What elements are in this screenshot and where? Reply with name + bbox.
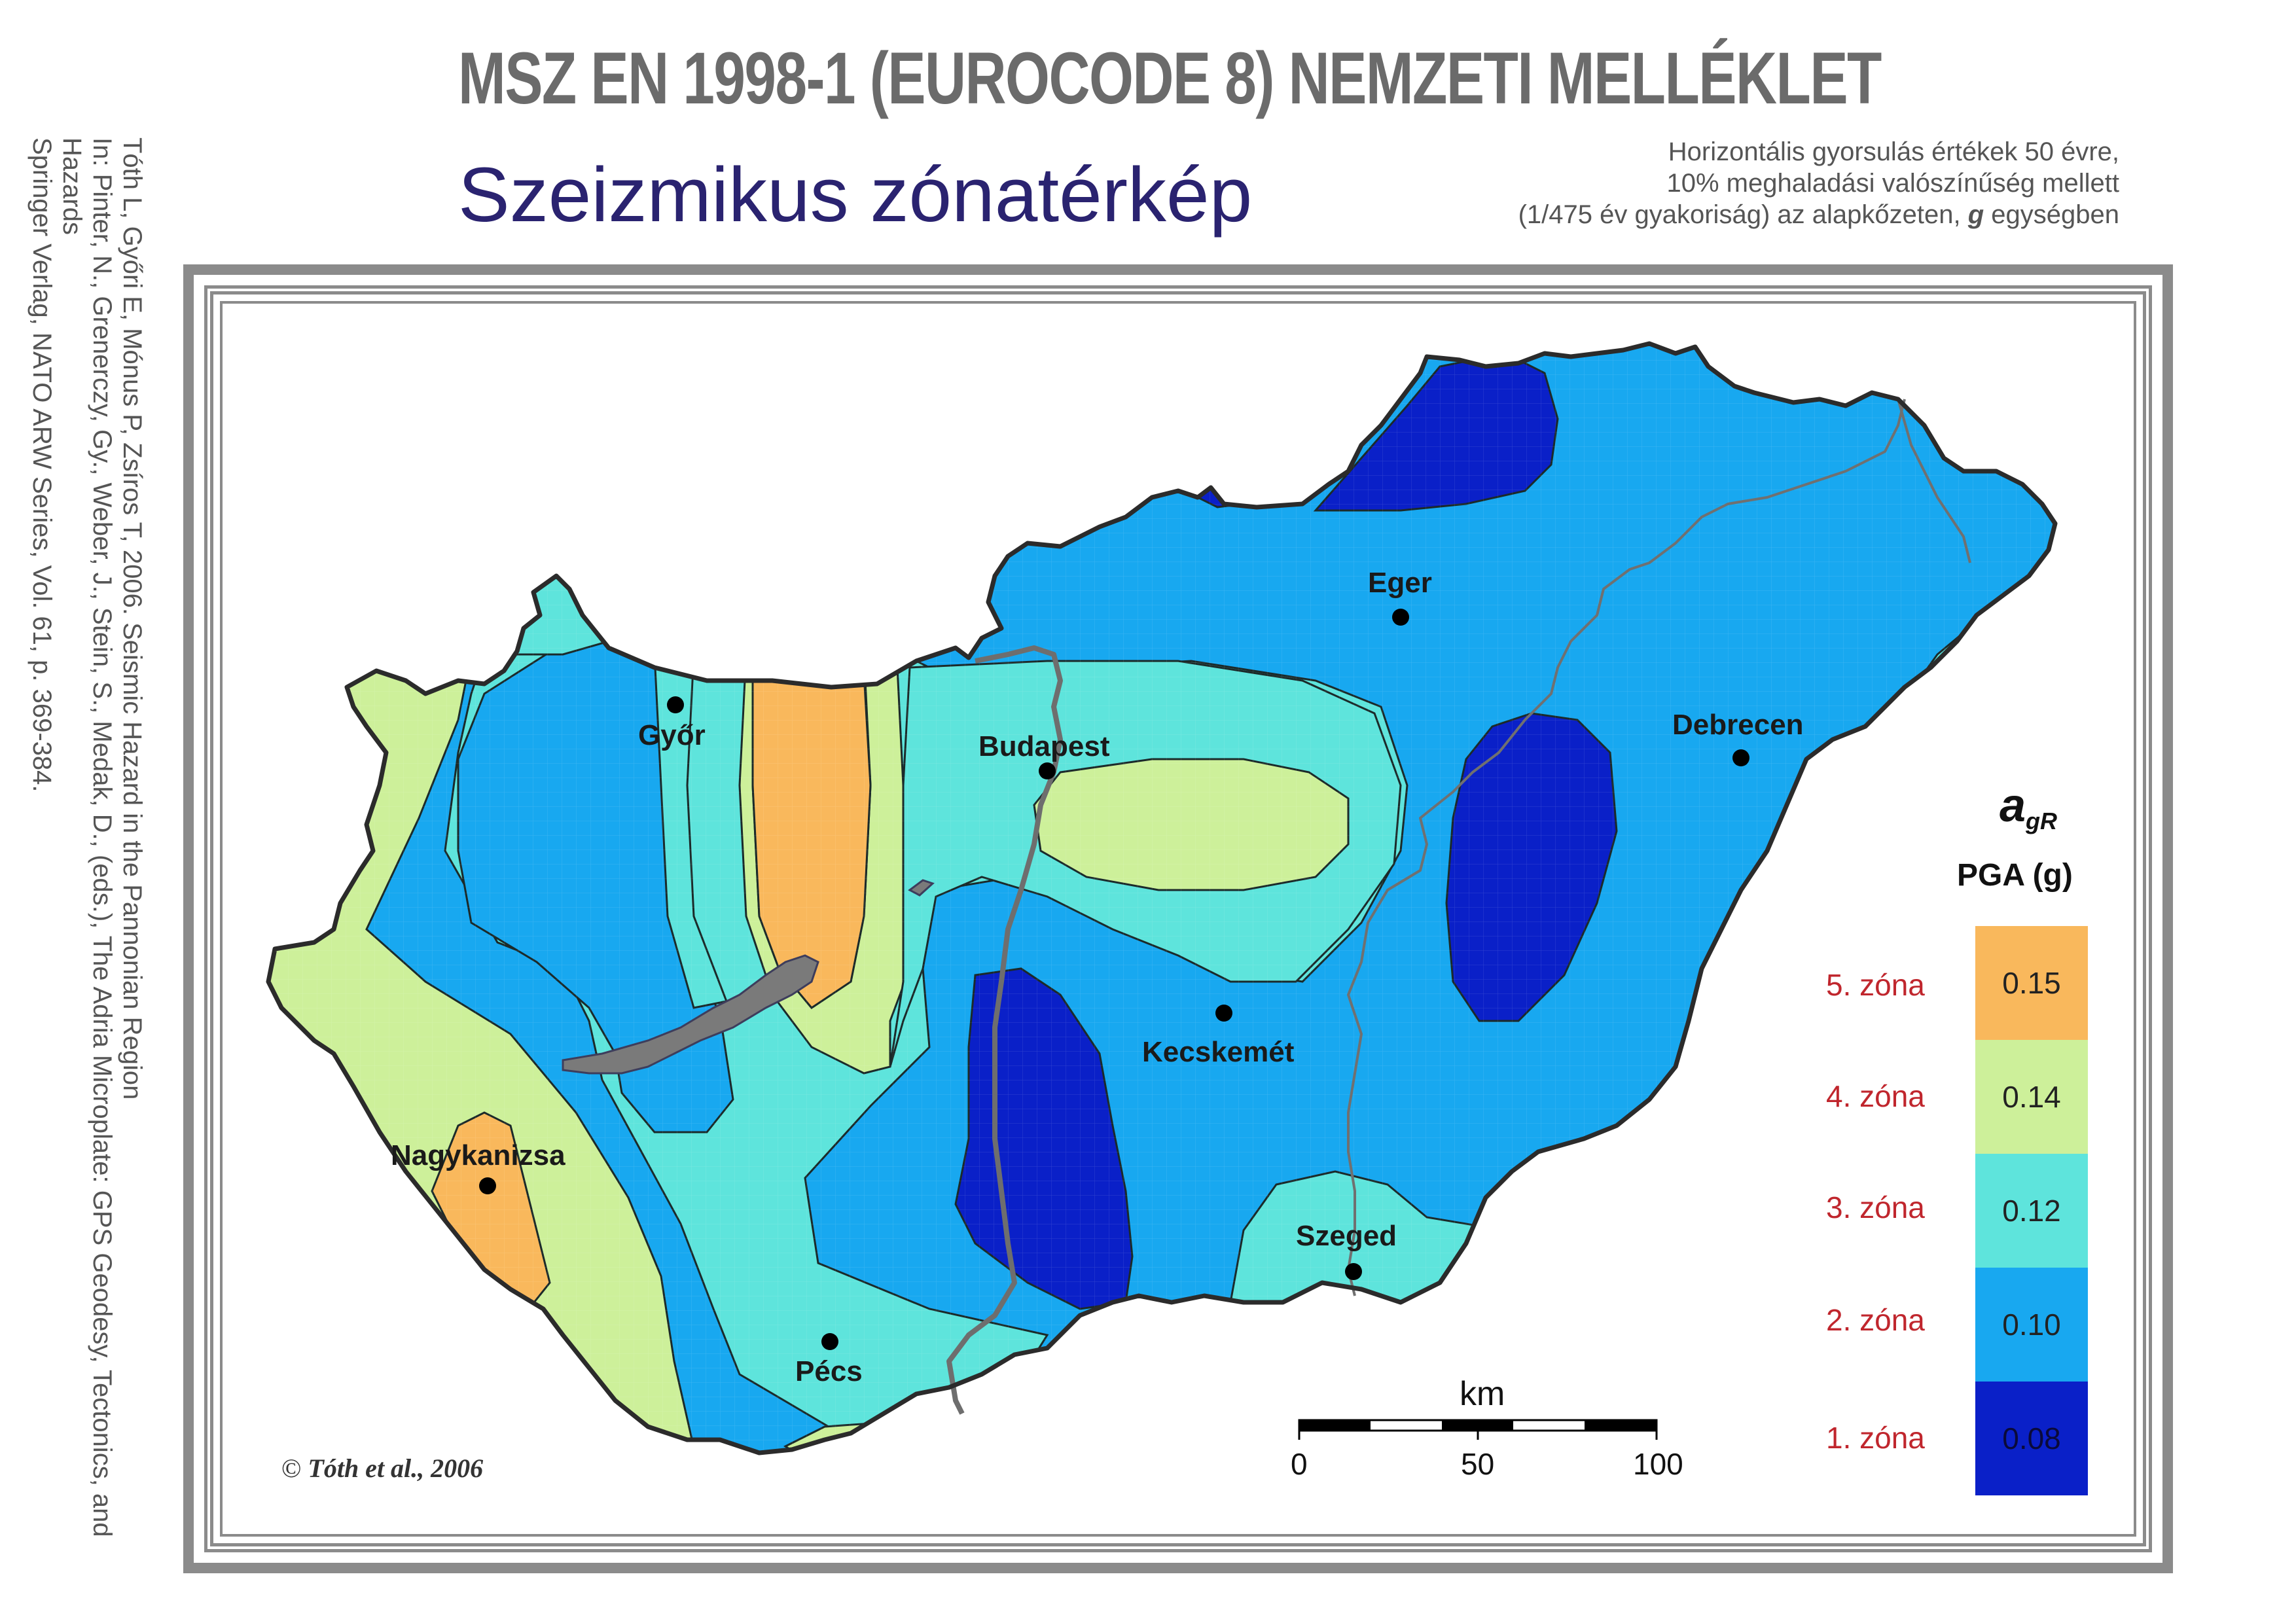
unit-g: g: [1967, 200, 1984, 229]
legend-zone-label-5: 5. zóna: [1826, 968, 1925, 1002]
legend-swatch-zone-1: [1975, 1382, 2088, 1495]
scale-label-100: 100: [1633, 1447, 1683, 1481]
legend-symbol-a: a: [2000, 779, 2026, 832]
scale-bar: [1299, 1420, 1657, 1440]
legend-zone-label-3: 3. zóna: [1826, 1190, 1925, 1224]
city-dot-pecs: [821, 1333, 838, 1350]
scale-unit-label: km: [1460, 1375, 1505, 1413]
description-line-1: Horizontális gyorsulás értékek 50 évre,: [1668, 137, 2119, 166]
city-label-gyor: Győr: [638, 719, 706, 751]
scale-label-0: 0: [1291, 1447, 1308, 1481]
city-dot-nagykanizsa: [479, 1177, 496, 1194]
legend-zone-label-4: 4. zóna: [1826, 1079, 1925, 1113]
description-line-3: (1/475 év gyakoriság) az alapkőzeten, g egységben: [1518, 200, 2119, 229]
citation-line-3: Springer Verlag, NATO ARW Series, Vol. 61, p. 369-384.: [27, 137, 56, 793]
city-label-kecskemet: Kecskemét: [1142, 1036, 1295, 1068]
zone-fills: [262, 327, 2094, 1505]
city-label-nagykanizsa: Nagykanizsa: [391, 1139, 565, 1171]
legend-swatch-zone-3: [1975, 1154, 2088, 1268]
scale-seg-5: [1585, 1420, 1657, 1431]
copyright-text: Tóth et al., 2006: [308, 1454, 484, 1483]
legend-value-zone-4: 0.14: [2002, 1080, 2061, 1114]
city-label-budapest: Budapest: [978, 730, 1110, 762]
city-dot-eger: [1392, 609, 1409, 626]
city-dot-debrecen: [1732, 749, 1749, 766]
map-title: MSZ EN 1998-1 (EUROCODE 8) NEMZETI MELLÉKLET: [458, 37, 1881, 119]
city-label-eger: Eger: [1368, 567, 1432, 599]
description-line-2: 10% meghaladási valószínűség mellett: [1666, 169, 2119, 198]
map-subtitle: Szeizmikus zónatérkép: [458, 152, 1253, 238]
legend-value-zone-3: 0.12: [2002, 1194, 2061, 1228]
city-dot-gyor: [667, 696, 684, 713]
legend-value-zone-2: 0.10: [2002, 1308, 2061, 1342]
copyright-note: [281, 1453, 483, 1484]
scale-label-50: 50: [1461, 1447, 1495, 1481]
city-dot-szeged: [1345, 1263, 1362, 1280]
legend-swatch-zone-2: [1975, 1268, 2088, 1382]
city-dot-kecskemet: [1215, 1005, 1232, 1022]
scale-seg-1: [1299, 1420, 1371, 1431]
legend-quantity: PGA (g): [1957, 858, 2073, 893]
legend-zone-label-1: 1. zóna: [1826, 1421, 1925, 1455]
legend-swatch-zone-5: [1975, 926, 2088, 1040]
legend-swatch-zone-4: [1975, 1040, 2088, 1154]
city-label-debrecen: Debrecen: [1672, 709, 1804, 741]
legend-zone-label-2: 2. zóna: [1826, 1303, 1925, 1337]
citation-line-2: In: Pinter, N., Grenerczy, Gy., Weber, J., Stein, S., Medak, D., (eds.), The Adria Microplate: GPS Geodesy, Tectonics, and Hazards: [58, 137, 117, 1537]
citation-line-1: Tóth L, Győri E, Mónus P, Zsíros T, 2006. Seismic Hazard in the Pannonian Region: [118, 137, 147, 1100]
copyright-symbol: ©: [281, 1454, 302, 1483]
city-label-pecs: Pécs: [795, 1355, 863, 1387]
grid-overlay: [262, 327, 2094, 1505]
city-dot-budapest: [1039, 762, 1056, 779]
legend-value-zone-5: 0.15: [2002, 966, 2061, 1000]
legend-symbol: [2000, 779, 2057, 835]
legend-value-zone-1: 0.08: [2002, 1421, 2061, 1455]
city-label-szeged: Szeged: [1296, 1220, 1397, 1252]
legend-symbol-sub: gR: [2026, 808, 2058, 834]
